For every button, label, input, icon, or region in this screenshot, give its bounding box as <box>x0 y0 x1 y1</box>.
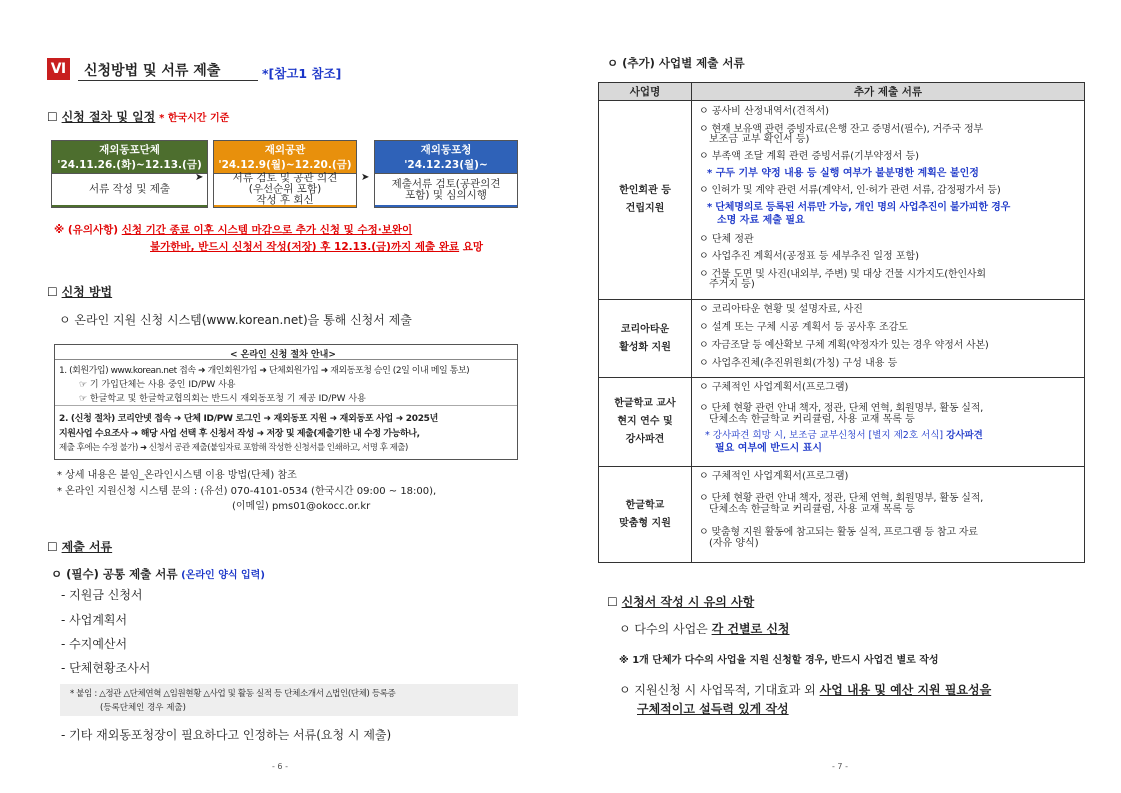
schedule-heading-note: * 한국시간 기준 <box>159 113 230 124</box>
method-bullet: ㅇ 온라인 지원 신청 시스템(www.korean.net)을 통해 신청서 제출 <box>59 313 412 327</box>
method-heading-text: 신청 방법 <box>61 285 113 299</box>
table-row-name <box>599 300 692 378</box>
method-note-1: * 상세 내용은 붙임_온라인시스템 이용 방법(단체) 참조 <box>57 470 297 481</box>
doc-line: ㅇ 공사비 산정내역서(견적서) <box>699 106 830 117</box>
attachment-note <box>60 684 518 716</box>
doc-line: ㅇ 맞춤형 지원 활동에 참고되는 활동 실적, 프로그램 등 참고 자료 <box>699 527 978 538</box>
additional-docs-heading: ㅇ (추가) 사업별 제출 서류 <box>607 56 745 70</box>
doc-line-note: * 단체명의로 등록된 서류만 가능, 개인 명의 사업추진이 불가피한 경우 <box>707 202 1011 213</box>
table-row-docs <box>692 467 1085 563</box>
doc-item-last: - 기타 재외동포청장이 필요하다고 인정하는 서류(요청 시 제출) <box>61 728 392 742</box>
guide-title: < 온라인 신청 절차 안내> <box>230 350 336 360</box>
flow-step-title: 재외공관 <box>264 144 306 156</box>
method-heading <box>47 283 112 300</box>
row-name-line: 코리아타운 <box>620 323 670 335</box>
flow-step-title: 재외동포단체 <box>99 144 160 156</box>
flow-step-body-line: (우선순위 포함) <box>248 183 322 195</box>
flow-arrow-icon: ➤ <box>361 172 370 183</box>
doc-line: ㅇ 코리아타운 현황 및 설명자료, 사진 <box>699 304 863 315</box>
schedule-heading-text: 신청 절차 및 일정 <box>61 110 156 124</box>
flow-step-date: '24.12.9(월)~12.20.(금) <box>218 159 352 171</box>
row-name-line: 현지 연수 및 <box>617 416 673 427</box>
page-number-left: - 6 - <box>272 762 288 771</box>
guide-line: 지원사업 수요조사 ➜ 해당 사업 선택 후 신청서 작성 ➜ 저장 및 제출(제출기한 내 수정 가능하나, <box>59 429 420 439</box>
online-guide-box <box>54 344 518 460</box>
heading-box-icon: ☐ <box>607 595 618 609</box>
doc-item: - 지원금 신청서 <box>61 588 143 602</box>
doc-line: (자유 양식) <box>709 538 759 549</box>
doc-line: 보조금 교부 확인서 등) <box>709 134 810 145</box>
doc-line: ㅇ 사업추진체(추진위원회(가칭) 구성 내용 등 <box>699 358 898 369</box>
doc-line: ㅇ 단체 정관 <box>699 234 754 245</box>
doc-line-note: * 구두 기부 약정 내용 등 실행 여부가 불분명한 계획은 불인정 <box>707 168 979 179</box>
doc-line: ㅇ 부족액 조달 계획 관련 증빙서류(기부약정서 등) <box>699 151 920 162</box>
flow-step-date: '24.12.23(월)~ <box>404 159 488 171</box>
table-row-docs <box>692 378 1085 467</box>
doc-line: ㅇ 현재 보유액 관련 증빙자료(은행 잔고 증명서(필수), 거주국 정부 <box>699 124 983 135</box>
flow-step-association <box>51 140 208 208</box>
caution-text-end: 요망 <box>462 241 484 253</box>
flow-arrow-icon: ➤ <box>195 172 204 183</box>
caution-label: (유의사항) <box>67 224 119 236</box>
flow-step-body-line: 포함) 및 심의시행 <box>405 188 487 201</box>
row-name-line: 한인회관 등 <box>619 185 671 196</box>
row-name-line: 맞춤형 지원 <box>619 517 671 529</box>
row-name-line: 강사파견 <box>625 434 665 445</box>
flow-step-body-line: 제출서류 검토(공관의견 <box>391 177 501 190</box>
additional-docs-table <box>598 82 1085 563</box>
form-caution-bullet-1 <box>619 620 790 637</box>
doc-line: ㅇ 구체적인 사업계획서(프로그램) <box>699 471 849 482</box>
form-caution-note: ※ 1개 단체가 다수의 사업을 지원 신청할 경우, 반드시 사업건 별로 작성 <box>619 655 939 666</box>
row-name-line: 한글학교 <box>625 499 665 511</box>
table-row-name <box>599 467 692 563</box>
flow-step-body <box>52 173 207 205</box>
doc-line-note: 필요 여부에 반드시 표시 <box>715 443 823 454</box>
doc-line: ㅇ 인허가 및 계약 관련 서류(계약서, 인·허가 관련 서류, 감정평가서 등) <box>699 185 1001 196</box>
doc-line: ㅇ 건물 도면 및 사진(내외부, 주변) 및 대상 건물 시가지도(한인사회 <box>699 269 986 280</box>
caution-text: 신청 기간 종료 이후 시스템 마감으로 추가 신청 및 수정·보완이 <box>121 224 413 236</box>
section-badge: Ⅵ <box>47 58 70 80</box>
table-row-docs <box>692 300 1085 378</box>
attachment-note-line: * 붙임 : △정관 △단체연혁 △임원현황 △사업 및 활동 실적 등 단체소개서 △법인(단체) 등록증 <box>70 689 396 699</box>
form-caution-bullet-3 <box>619 681 991 698</box>
attachment-note-line: (등록단체인 경우 제출) <box>100 703 186 713</box>
guide-divider <box>55 405 517 406</box>
doc-item: - 사업계획서 <box>61 613 128 627</box>
guide-line: 제출 후에는 수정 불가) ➜ 신청서 공관 제출(붙임자료 포함해 작성한 신청서를 인쇄하고, 서명 후 제출) <box>59 443 408 453</box>
row-name-line: 한글학교 교사 <box>614 398 676 409</box>
bullet-emphasis: 각 건별로 신청 <box>711 622 790 636</box>
caution-text: 불가한바, 반드시 신청서 작성(저장) 후 12.13.(금)까지 제출 완료 <box>150 241 460 253</box>
guide-divider <box>55 359 517 360</box>
row-name-line: 활성화 지원 <box>619 341 671 353</box>
title-reference: *[참고1 참조] <box>262 66 342 81</box>
guide-line: ☞ 한글학교 및 한글학교협의회는 반드시 재외동포청 기 제공 ID/PW 사용 <box>79 394 366 404</box>
doc-line: ㅇ 구체적인 사업계획서(프로그램) <box>699 382 849 393</box>
bullet-text: ㅇ 다수의 사업은 <box>619 622 708 636</box>
doc-line-note-text: * 강사파견 희망 시, 보조금 교부신청서 [별지 제2호 서식] <box>705 430 944 441</box>
doc-line: 주거지 등) <box>709 279 755 290</box>
method-note-2: * 온라인 지원신청 시스템 문의 : (유선) 070-4101-0534 (한국시간 09:00 ~ 18:00), <box>57 486 437 497</box>
caution-line-1 <box>54 222 412 237</box>
method-note-3: (이메일) pms01@okocc.or.kr <box>232 501 371 512</box>
table-header-row <box>599 83 1085 101</box>
docs-subheading-text: ㅇ (필수) 공통 제출 서류 <box>51 567 178 581</box>
form-caution-heading-text: 신청서 작성 시 유의 사항 <box>621 595 755 609</box>
flow-step-embassy <box>213 140 357 208</box>
table-row <box>599 467 1085 563</box>
doc-item: - 수지예산서 <box>61 637 128 651</box>
form-caution-heading <box>607 593 754 610</box>
table-header: 사업명 <box>599 83 692 101</box>
table-row-name <box>599 378 692 467</box>
guide-line: 2. (신청 절차) 코리안넷 접속 ➜ 단체 ID/PW 로그인 ➜ 재외동포 지원 ➜ 재외동포 사업 ➜ 2025년 <box>59 414 439 424</box>
flow-step-title: 재외동포청 <box>420 144 472 156</box>
doc-line-note <box>705 431 983 441</box>
doc-line: ㅇ 자금조달 등 예산확보 구체 계획(약정자가 있는 경우 약정서 사본) <box>699 340 989 351</box>
docs-subheading-note: (온라인 양식 입력) <box>181 570 265 581</box>
heading-box-icon: ☐ <box>47 110 58 124</box>
guide-line: ☞ 기 가입단체는 사용 중인 ID/PW 사용 <box>79 380 236 390</box>
docs-subheading <box>51 566 265 582</box>
doc-line: 단체소속 한글학교 커리큘럼, 사용 교재 목록 등 <box>709 504 915 515</box>
table-row <box>599 300 1085 378</box>
doc-line: ㅇ 단체 현황 관련 안내 책자, 정관, 단체 연혁, 회원명부, 활동 실적, <box>699 493 984 504</box>
table-row-name <box>599 101 692 300</box>
table-row-docs <box>692 101 1085 300</box>
doc-line-note-emphasis: 강사파견 <box>946 430 983 441</box>
flow-step-body-line: 서류 검토 및 공관 의견 <box>232 172 338 184</box>
flow-step-body-line: 서류 작성 및 제출 <box>88 183 170 195</box>
table-row <box>599 378 1085 467</box>
caution-mark: ※ <box>54 224 65 236</box>
doc-line: ㅇ 설계 또는 구체 시공 계획서 등 공사후 조감도 <box>699 322 908 333</box>
table-header: 추가 제출 서류 <box>692 83 1085 101</box>
doc-line-note: 소명 자료 제출 필요 <box>717 215 805 226</box>
doc-line: 단체소속 한글학교 커리큘럼, 사용 교재 목록 등 <box>709 414 915 425</box>
heading-box-icon: ☐ <box>47 540 58 554</box>
bullet-text: ㅇ 지원신청 시 사업목적, 기대효과 외 <box>619 683 816 697</box>
guide-line: 1. (회원가입) www.korean.net 접속 ➜ 개인회원가입 ➜ 단체회원가입 ➜ 재외동포청 승인 (2일 이내 메일 통보) <box>59 366 470 376</box>
doc-line: ㅇ 단체 현황 관련 안내 책자, 정관, 단체 연혁, 회원명부, 활동 실적, <box>699 403 984 414</box>
flow-step-body <box>375 173 517 205</box>
schedule-heading <box>47 108 229 125</box>
caution-line-2 <box>150 239 483 254</box>
flow-step-date: '24.11.26.(화)~12.13.(금) <box>57 159 202 171</box>
flow-step-body <box>214 173 356 205</box>
flow-step-body-line: 작성 후 회신 <box>256 194 314 206</box>
docs-heading <box>47 538 112 555</box>
doc-line: ㅇ 사업추진 계획서(공정표 등 세부추진 일정 포함) <box>699 251 920 262</box>
row-name-line: 건립지원 <box>625 203 665 214</box>
heading-box-icon: ☐ <box>47 285 58 299</box>
flow-step-agency <box>374 140 518 208</box>
form-caution-bullet-3-cont: 구체적이고 설득력 있게 작성 <box>637 702 789 716</box>
table-row <box>599 101 1085 300</box>
doc-item: - 단체현황조사서 <box>61 661 151 675</box>
bullet-emphasis: 사업 내용 및 예산 지원 필요성을 <box>819 683 992 697</box>
title-underline <box>78 80 258 81</box>
page-title: 신청방법 및 서류 제출 <box>84 63 221 79</box>
docs-heading-text: 제출 서류 <box>61 540 113 554</box>
page-number-right: - 7 - <box>832 762 848 771</box>
